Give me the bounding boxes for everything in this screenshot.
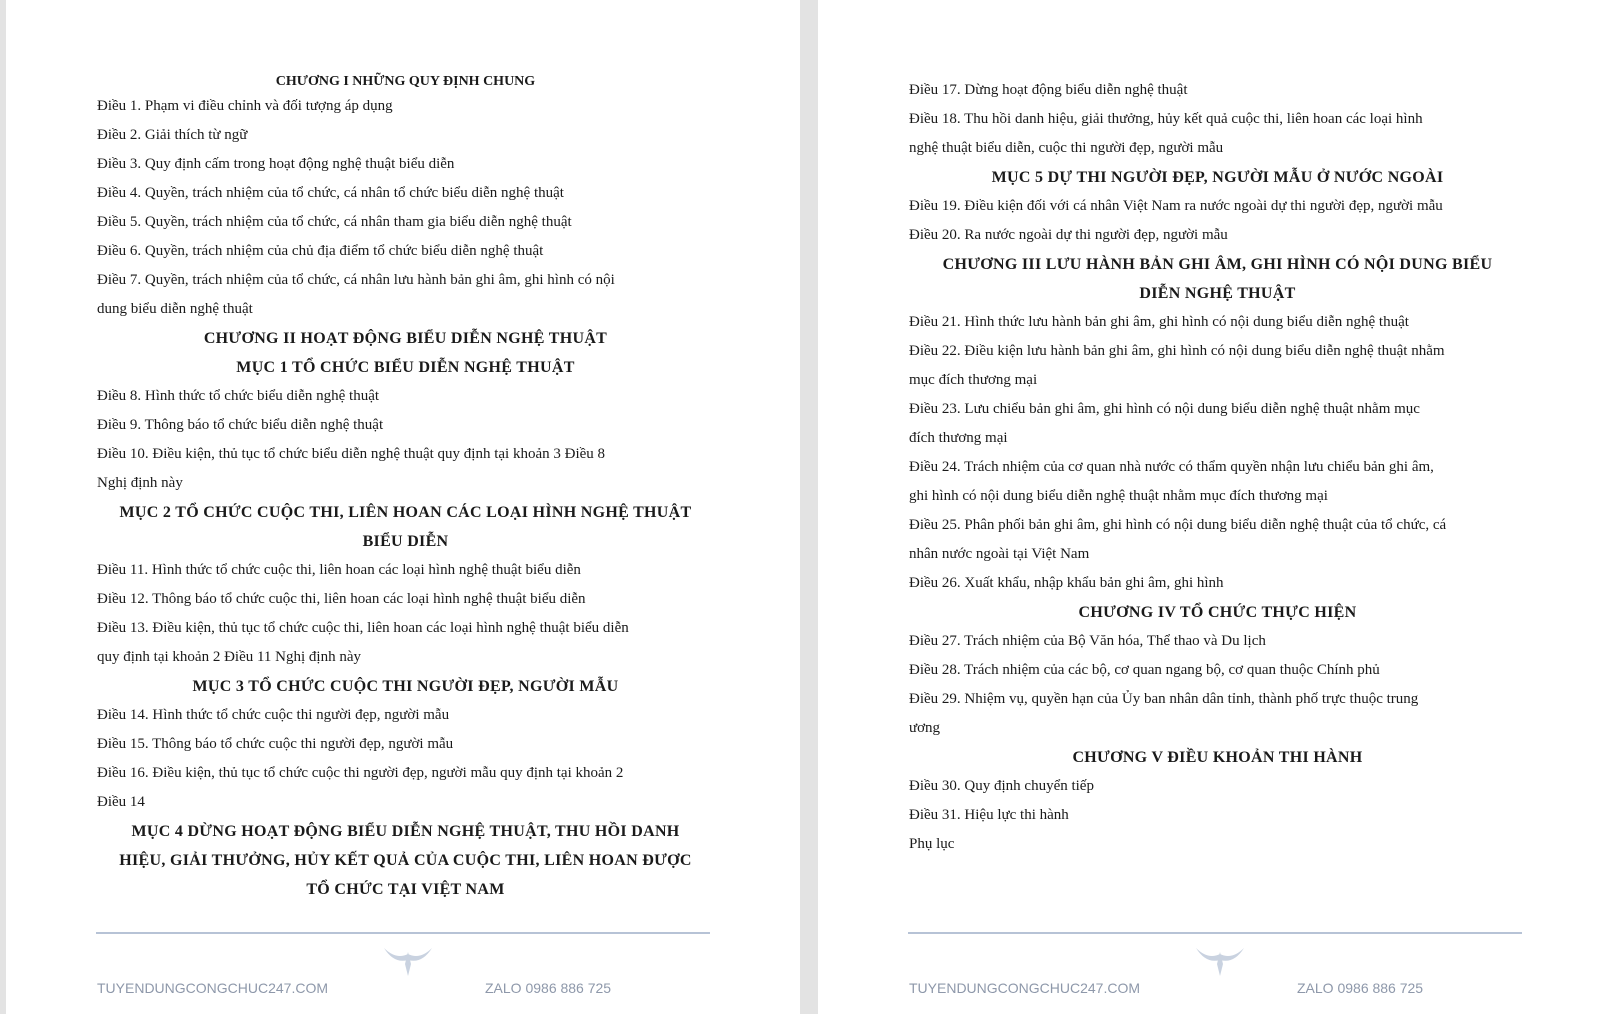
toc-entry: Điều 14. Hình thức tổ chức cuộc thi người đẹp, người mẫu (97, 707, 450, 723)
toc-entry: Điều 23. Lưu chiểu bản ghi âm, ghi hình có nội dung biểu diễn nghệ thuật nhằm mục (909, 401, 1420, 417)
toc-entry: Điều 31. Hiệu lực thi hành (909, 807, 1069, 823)
page-content (97, 72, 714, 904)
toc-entry: Điều 9. Thông báo tổ chức biểu diễn nghệ thuật (97, 417, 384, 433)
section-heading: MỤC 4 DỪNG HOẠT ĐỘNG BIỂU DIỄN NGHỆ THUẬT, THU HỒI DANH (131, 823, 680, 840)
toc-entry: Điều 18. Thu hồi danh hiệu, giải thưởng, hủy kết quả cuộc thi, liên hoan các loại hình (909, 111, 1423, 127)
footer-divider (96, 932, 710, 934)
toc-entry: Điều 24. Trách nhiệm của cơ quan nhà nước có thẩm quyền nhận lưu chiểu bản ghi âm, (909, 459, 1434, 475)
toc-entry: Điều 5. Quyền, trách nhiệm của tổ chức, cá nhân tham gia biểu diễn nghệ thuật (97, 214, 572, 230)
footer-zalo-contact: ZALO 0986 886 725 (485, 980, 612, 996)
lotus-emblem-icon (382, 944, 434, 978)
toc-entry: Điều 10. Điều kiện, thủ tục tổ chức biểu diễn nghệ thuật quy định tại khoản 3 Điều 8 (97, 446, 606, 462)
chapter-heading: CHƯƠNG I NHỮNG QUY ĐỊNH CHUNG (275, 74, 536, 89)
section-heading: CHƯƠNG IV TỔ CHỨC THỰC HIỆN (1078, 604, 1357, 621)
toc-entry: Điều 21. Hình thức lưu hành bản ghi âm, ghi hình có nội dung biểu diễn nghệ thuật (909, 314, 1409, 330)
toc-entry: dung biểu diễn nghệ thuật (97, 301, 253, 317)
section-heading: BIỂU DIỄN (362, 533, 449, 550)
section-heading: CHƯƠNG III LƯU HÀNH BẢN GHI ÂM, GHI HÌNH CÓ NỘI DUNG BIỂU (942, 256, 1493, 273)
toc-entry: Điều 22. Điều kiện lưu hành bản ghi âm, ghi hình có nội dung biểu diễn nghệ thuật nhằm (909, 343, 1445, 359)
section-heading: CHƯƠNG V ĐIỀU KHOẢN THI HÀNH (1072, 749, 1363, 766)
toc-entry: Điều 3. Quy định cấm trong hoạt động nghệ thuật biểu diễn (97, 156, 455, 172)
document-page-right (818, 0, 1600, 1014)
section-heading: CHƯƠNG II HOẠT ĐỘNG BIỂU DIỄN NGHỆ THUẬT (203, 330, 608, 347)
section-heading: MỤC 2 TỔ CHỨC CUỘC THI, LIÊN HOAN CÁC LOẠI HÌNH NGHỆ THUẬT (119, 504, 692, 521)
toc-entry: đích thương mại (909, 430, 1008, 446)
page-content (909, 76, 1526, 859)
section-heading: MỤC 5 DỰ THI NGƯỜI ĐẸP, NGƯỜI MẪU Ở NƯỚC NGOÀI (991, 169, 1444, 186)
toc-entry: Điều 25. Phân phối bản ghi âm, ghi hình có nội dung biểu diễn nghệ thuật của tổ chức, cá (909, 517, 1447, 533)
toc-entry: Điều 17. Dừng hoạt động biểu diễn nghệ thuật (909, 82, 1188, 98)
toc-entry: Điều 11. Hình thức tổ chức cuộc thi, liên hoan các loại hình nghệ thuật biểu diễn (97, 562, 581, 578)
toc-entry: Điều 20. Ra nước ngoài dự thi người đẹp, người mẫu (909, 227, 1228, 243)
toc-entry: ương (909, 720, 941, 736)
toc-entry: nghệ thuật biểu diễn, cuộc thi người đẹp, người mẫu (909, 140, 1224, 156)
section-heading: HIỆU, GIẢI THƯỞNG, HỦY KẾT QUẢ CỦA CUỘC THI, LIÊN HOAN ĐƯỢC (119, 852, 692, 869)
toc-entry: Điều 13. Điều kiện, thủ tục tổ chức cuộc thi, liên hoan các loại hình nghệ thuật biểu diễn (97, 620, 629, 636)
toc-entry: nhân nước ngoài tại Việt Nam (909, 546, 1090, 562)
footer-website: TUYENDUNGCONGCHUC247.COM (909, 980, 1141, 996)
footer-website: TUYENDUNGCONGCHUC247.COM (97, 980, 329, 996)
toc-entry: Điều 29. Nhiệm vụ, quyền hạn của Ủy ban nhân dân tỉnh, thành phố trực thuộc trung (909, 691, 1419, 707)
toc-entry: Điều 1. Phạm vi điều chỉnh và đối tượng áp dụng (97, 98, 393, 114)
section-heading: MỤC 1 TỔ CHỨC BIỂU DIỄN NGHỆ THUẬT (236, 359, 575, 376)
toc-entry: Điều 2. Giải thích từ ngữ (97, 127, 248, 143)
toc-entry: Điều 14 (97, 794, 145, 810)
toc-entry: Điều 27. Trách nhiệm của Bộ Văn hóa, Thể thao và Du lịch (909, 633, 1266, 649)
toc-entry: Điều 12. Thông báo tổ chức cuộc thi, liên hoan các loại hình nghệ thuật biểu diễn (97, 591, 586, 607)
footer-zalo-contact: ZALO 0986 886 725 (1297, 980, 1424, 996)
toc-entry: Nghị định này (97, 475, 183, 491)
toc-entry: Điều 28. Trách nhiệm của các bộ, cơ quan ngang bộ, cơ quan thuộc Chính phủ (909, 662, 1380, 678)
document-page-left (6, 0, 800, 1014)
toc-entry: Điều 8. Hình thức tổ chức biểu diễn nghệ thuật (97, 388, 380, 404)
toc-entry: ghi hình có nội dung biểu diễn nghệ thuật nhằm mục đích thương mại (909, 488, 1328, 504)
toc-entry: quy định tại khoản 2 Điều 11 Nghị định này (97, 649, 361, 665)
toc-entry: Phụ lục (909, 836, 955, 852)
lotus-emblem-icon (1194, 944, 1246, 978)
toc-entry: mục đích thương mại (909, 372, 1038, 388)
section-heading: MỤC 3 TỔ CHỨC CUỘC THI NGƯỜI ĐẸP, NGƯỜI MẪU (192, 678, 619, 695)
toc-entry: Điều 19. Điều kiện đối với cá nhân Việt Nam ra nước ngoài dự thi người đẹp, người mẫu (909, 198, 1443, 214)
toc-entry: Điều 6. Quyền, trách nhiệm của chủ địa điểm tổ chức biểu diễn nghệ thuật (97, 243, 544, 259)
toc-entry: Điều 4. Quyền, trách nhiệm của tổ chức, cá nhân tổ chức biểu diễn nghệ thuật (97, 185, 564, 201)
toc-entry: Điều 30. Quy định chuyển tiếp (909, 778, 1094, 794)
footer-divider (908, 932, 1522, 934)
toc-entry: Điều 15. Thông báo tổ chức cuộc thi người đẹp, người mẫu (97, 736, 454, 752)
section-heading: DIỄN NGHỆ THUẬT (1139, 285, 1296, 302)
toc-entry: Điều 7. Quyền, trách nhiệm của tổ chức, cá nhân lưu hành bản ghi âm, ghi hình có nội (97, 272, 615, 288)
toc-entry: Điều 26. Xuất khẩu, nhập khẩu bản ghi âm, ghi hình (909, 575, 1224, 591)
toc-entry: Điều 16. Điều kiện, thủ tục tổ chức cuộc thi người đẹp, người mẫu quy định tại khoản 2 (97, 765, 624, 781)
section-heading: TỔ CHỨC TẠI VIỆT NAM (306, 881, 505, 898)
